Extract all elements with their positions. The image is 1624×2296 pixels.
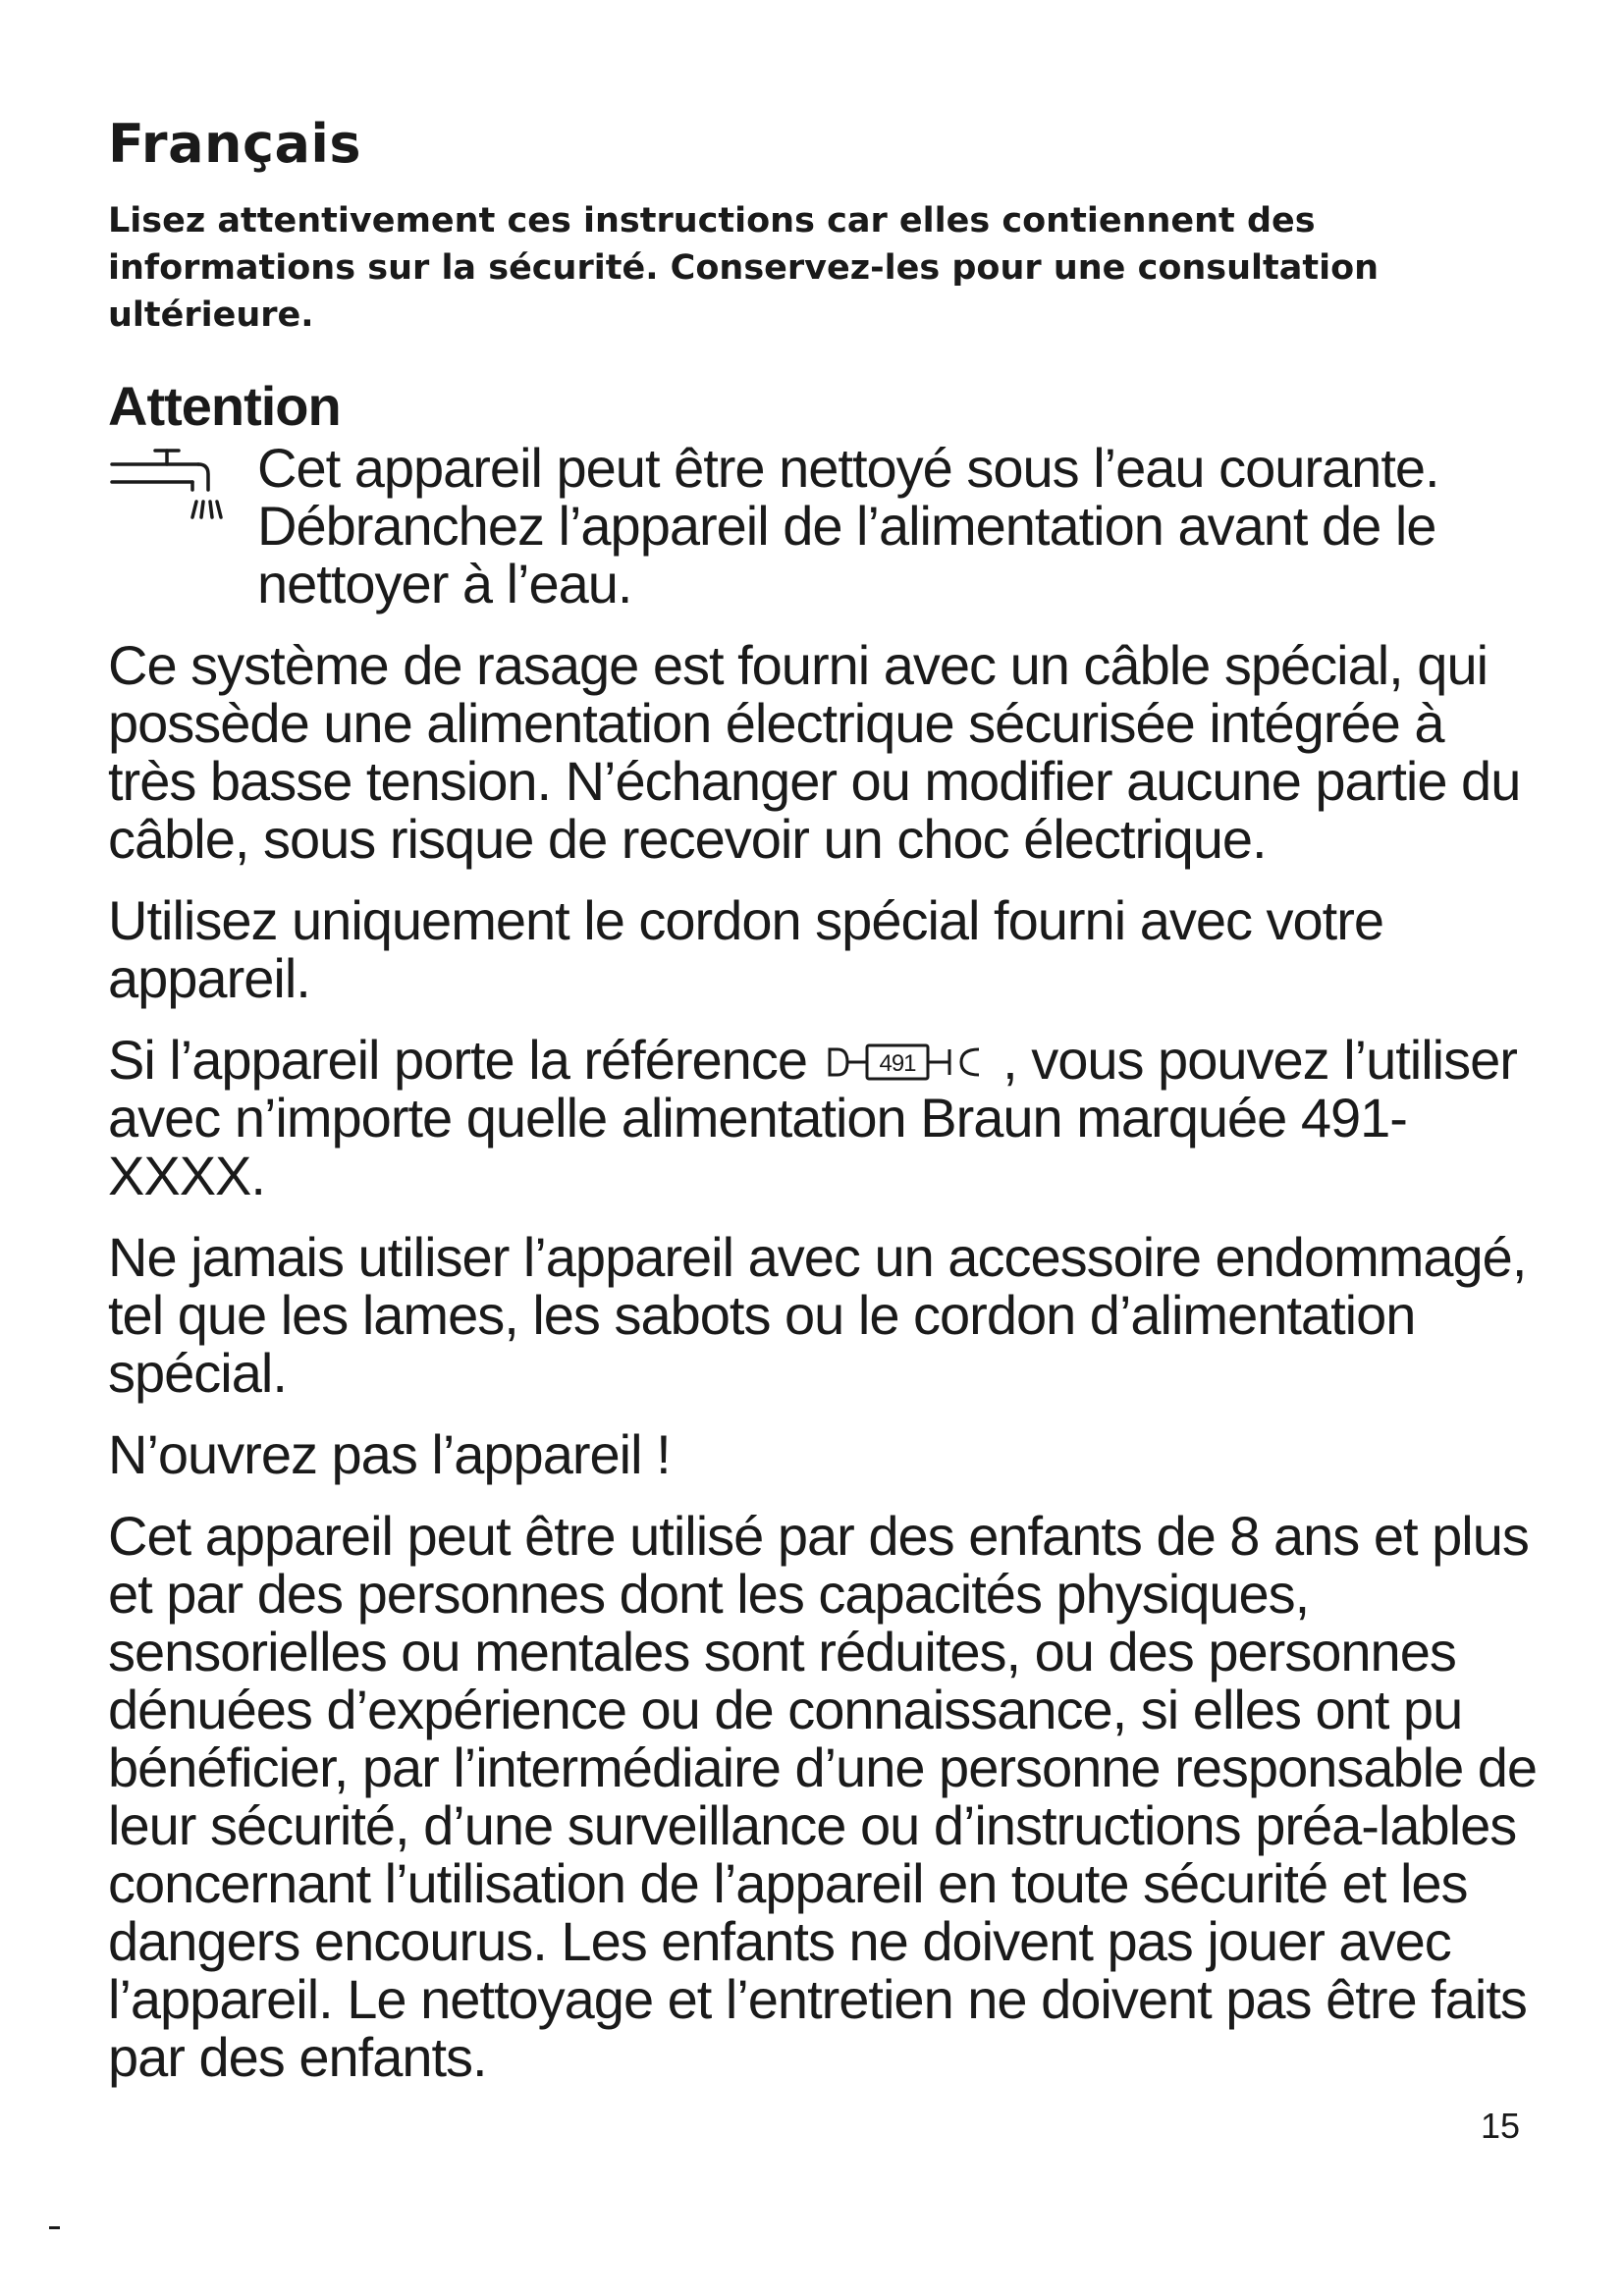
language-title: Français	[108, 113, 362, 175]
manual-page	[108, 103, 1542, 2086]
power-supply-491-icon	[824, 1040, 987, 1085]
paragraph-reference	[108, 1031, 1542, 1204]
margin-mark	[49, 2226, 60, 2229]
paragraph-cable: Ce système de rasage est fourni avec un câble spécial, qui possède une alimentation électrique sécurisée intégrée à très basse tension. N’échanger ou modifier aucune partie du câble, sous risque de recevoir un choc électrique.	[108, 634, 1521, 870]
symbol-label: 491	[879, 1050, 916, 1077]
attention-text: Cet appareil peut être nettoyé sous l’eau courante. Débranchez l’appareil de l’alimentation avant de le nettoyer à l’eau.	[257, 437, 1439, 614]
paragraph-cord: Utilisez uniquement le cordon spécial fourni avec votre appareil.	[108, 889, 1384, 1009]
intro-text: Lisez attentivement ces instructions car elles contiennent des informations sur la sécurité. Conservez-les pour une consultation ultérieure.	[108, 201, 1380, 335]
paragraph-children: Cet appareil peut être utilisé par des enfants de 8 ans et plus et par des personnes dont les capacités physiques, sensorielles ou mentales sont réduites, ou des personnes dénuées d’expérience ou de connaissance, si elles ont pu bénéficier, par l’intermédiaire d’une personne responsable de leur sécurité, d’une surveillance ou d’instructions préa-lables concernant l’utilisation de l’appareil en toute sécurité et les dangers encourus. Les enfants ne doivent pas jouer avec l’appareil. Le nettoyage et l’entretien ne doivent pas être faits par des enfants.	[108, 1505, 1538, 2088]
paragraph-damaged: Ne jamais utiliser l’appareil avec un accessoire endommagé, tel que les lames, les sabots ou le cordon d’alimentation spécial.	[108, 1226, 1527, 1404]
attention-block	[108, 439, 1542, 613]
attention-heading: Attention	[108, 375, 341, 437]
reference-text-before: Si l’appareil porte la référence	[108, 1029, 807, 1091]
reference-text-after: , vous pouvez l’utiliser avec n’importe quelle alimentation Braun marquée 491-XXXX.	[108, 1029, 1517, 1206]
page-number: 15	[1481, 2106, 1521, 2146]
faucet-water-icon	[108, 447, 230, 545]
paragraph-do-not-open: N’ouvrez pas l’appareil !	[108, 1423, 671, 1485]
